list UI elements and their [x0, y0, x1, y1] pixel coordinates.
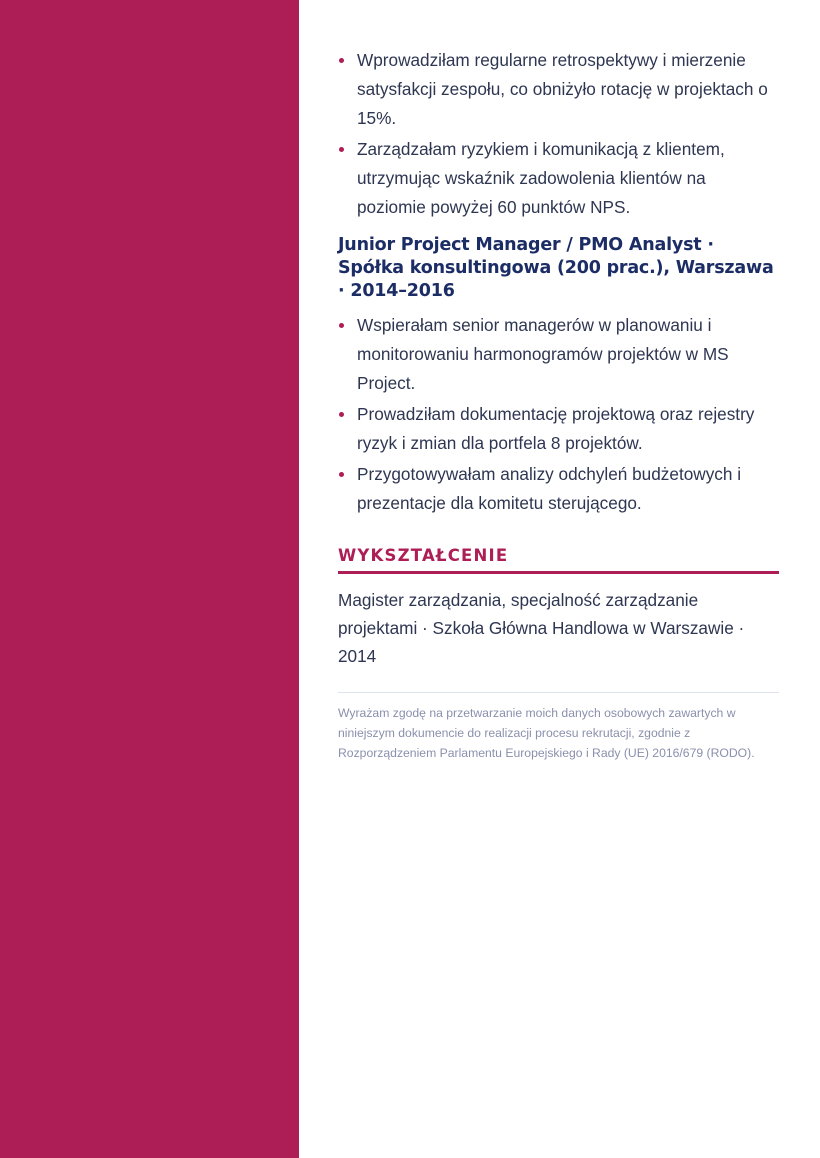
- bullet-dot-icon: [339, 147, 344, 152]
- list-item: [338, 311, 779, 398]
- bullet-text: Wprowadziłam regularne retrospektywy i mierzenie satysfakcji zespołu, co obniżyło rotację w projektach o 15%.: [357, 50, 768, 128]
- education-entry: Magister zarządzania, specjalność zarządzanie projektami · Szkoła Główna Handlowa w Warszawie · 2014: [338, 590, 745, 666]
- list-item: [338, 46, 779, 133]
- bullet-text: Przygotowywałam analizy odchyleń budżetowych i prezentacje dla komitetu sterującego.: [357, 464, 742, 513]
- bullet-dot-icon: [339, 323, 344, 328]
- bullet-dot-icon: [339, 472, 344, 477]
- bullet-dot-icon: [339, 58, 344, 63]
- list-item: [338, 400, 779, 458]
- divider: [338, 692, 779, 693]
- job-title: Junior Project Manager / PMO Analyst · Spółka konsultingowa (200 prac.), Warszawa · 2014–2016: [338, 235, 774, 301]
- bullet-text: Prowadziłam dokumentację projektową oraz rejestry ryzyk i zmian dla portfela 8 projektów.: [357, 404, 755, 453]
- sidebar-panel: [0, 0, 299, 1158]
- bullet-dot-icon: [339, 412, 344, 417]
- list-item: [338, 460, 779, 518]
- list-item: [338, 135, 779, 222]
- education-heading: WYKSZTAŁCENIE: [338, 546, 779, 574]
- bullet-text: Zarządzałam ryzykiem i komunikacją z klientem, utrzymując wskaźnik zadowolenia klientów na poziomie powyżej 60 punktów NPS.: [357, 139, 725, 217]
- gdpr-consent-clause: Wyrażam zgodę na przetwarzanie moich danych osobowych zawartych w niniejszym dokumencie do realizacji procesu rekrutacji, zgodnie z Rozporządzeniem Parlamentu Europejskiego i Rady (UE) 2016/679 (RODO).: [338, 706, 755, 760]
- experience-prev-bullets: [338, 46, 779, 222]
- job-bullets: [338, 311, 779, 518]
- main-content: [338, 46, 779, 763]
- bullet-text: Wspierałam senior managerów w planowaniu i monitorowaniu harmonogramów projektów w MS Project.: [357, 315, 729, 393]
